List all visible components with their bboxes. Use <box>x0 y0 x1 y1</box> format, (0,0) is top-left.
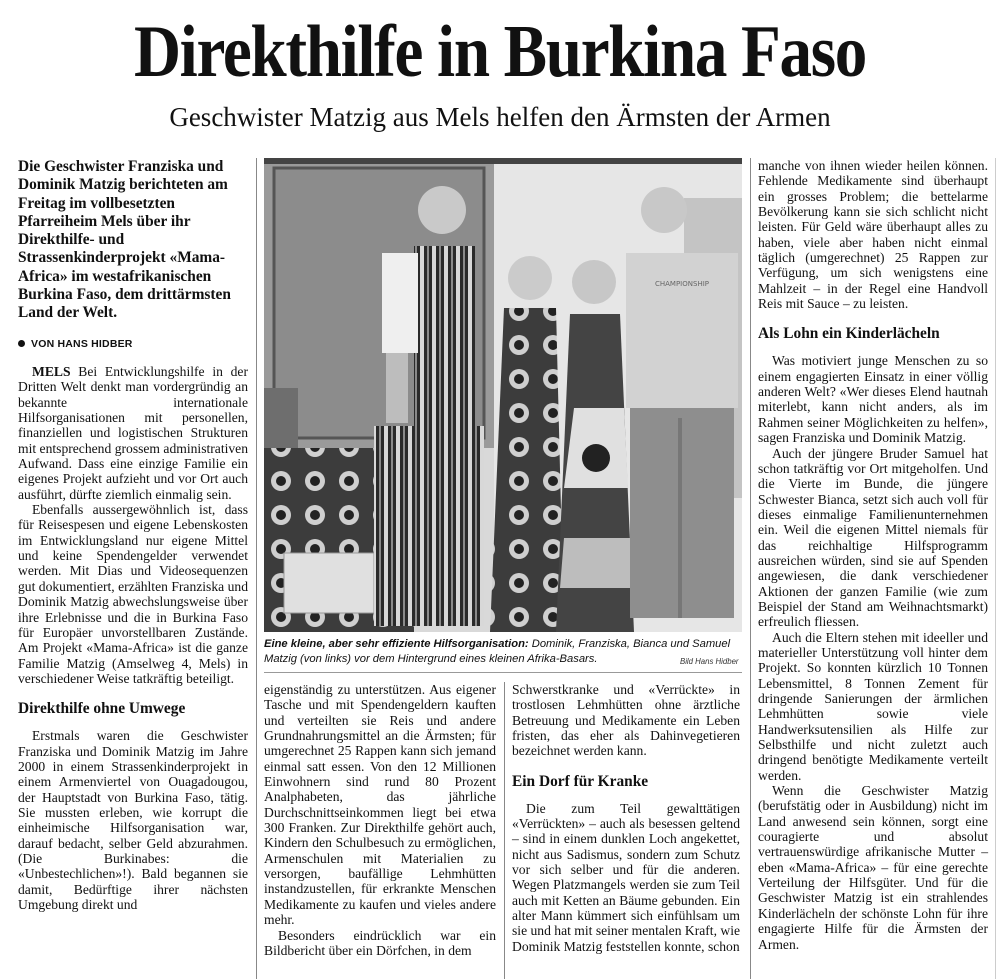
paragraph: manche von ihnen wieder heilen können. Fehlende Medikamente sind überhaupt ein grosses Problem; die bettelarme Bevölkerung kann sie sich schlicht nicht leisten. Für Geld wäre überhaupt alles zu haben, viele aber haben nicht einmal täglich (umgerechnet) 25 Rappen zur Verfügung, um sich wenigstens eine Mahlzeit – in der Regel eine Handvoll Reis mit Sauce – zu leisten. <box>758 158 988 312</box>
caption-bold: Eine kleine, aber sehr effiziente Hilfsorganisation: <box>264 638 529 650</box>
article-column-3 <box>512 682 740 954</box>
article-photo <box>264 158 742 632</box>
paragraph: Besonders eindrücklich war ein Bildbericht über ein Dörfchen, in dem <box>264 927 496 958</box>
paragraph: Wenn die Geschwister Matzig (berufstätig oder in Ausbildung) nicht im Land anwesend sein können, sorgt eine couragierte und absolut vertrauenswürdige afrikanische Mutter – eben «Mama-Africa» – für eine gerechte Verteilung der Hilfsgüter. Und für die Geschwister Matzig ist ein strahlendes Kinderlächeln der schönste Lohn für ihre engagierte Hilfe für die Ärmsten der Armen. <box>758 783 988 952</box>
paragraph <box>18 364 248 502</box>
shirt-text: CHAMPIONSHIP <box>654 280 710 288</box>
paragraph: Auch der jüngere Bruder Samuel hat schon tatkräftig vor Ort mitgeholfen. Und die Vierte im Bunde, die jüngere Schwester Bianca, setzt sich auch voll für dieses einmalige Familienunternehmen ein. Weil die eigenen Mittel niemals für das reichhaltige Hilfsprogramm ausreichen würden, sind sie auf Spenden angewiesen, die dank verschiedener Aktionen der ganzen Familie (wie zum Beispiel der Stand am Weihnachtsmarkt) erfreulich fliessen. <box>758 445 988 630</box>
paragraph: Schwerstkranke und «Verrückte» in trostlosen Lehmhütten ohne ärztliche Betreuung und Medikamente ein Leben fristen, das eher als Dahinvegetieren bezeichnet werden kann. <box>512 682 740 759</box>
photo-image <box>264 158 742 632</box>
paragraph: Erstmals waren die Geschwister Franziska und Dominik Matzig im Jahre 2000 in einem Strassenkinderprojekt in einem Armenviertel von Ouagadougou, der Hauptstadt von Burkina Faso, tätig. Sie mussten erleben, wie korrupt die einheimische Hilfsorganisation war, darauf bedacht, selber Geld abzurahmen. (Die Burkinabes: die «Unbestechlichen»!). Bald begannen sie damit, Bedürftige ihrer nächsten Umgebung direkt und <box>18 728 248 913</box>
section-heading: Ein Dorf für Kranke <box>512 772 649 790</box>
section-heading: Als Lohn ein Kinderlächeln <box>758 325 940 343</box>
caption-rule <box>264 672 742 673</box>
paragraph: eigenständig zu unterstützen. Aus eigener Tasche und mit Spendengeldern kauften und verteilten sie Reis und andere Grundnahrungsmittel an die Ärmsten; für umgerechnet 25 Rappen kann sich jemand einmal satt essen. Von den 12 Millionen Einwohnern sind rund 80 Prozent Analphabeten, das jährliche Durchschnittseinkommen liegt bei etwa 300 Franken. Zur Direkthilfe gehört auch, Kindern den Schulbesuch zu ermöglichen, Armenschulen mit Materialien zu versorgen, baufällige Lehmhütten instandzustellen, für erkrankte Menschen Medikamente zu kaufen und vieles andere mehr. <box>264 682 496 928</box>
column-rule <box>750 158 751 979</box>
paragraph: Was motiviert junge Menschen zu so einem engagierten Einsatz in einer völlig anderen Welt? «Wer dieses Elend hautnah miterlebt, kann nicht anders, als im Rahmen seiner Möglichkeiten zu helfen», sagen Franziska und Dominik Matzig. <box>758 353 988 446</box>
article-column-4 <box>758 158 988 952</box>
page-edge-rule <box>995 158 996 979</box>
article-column-1 <box>18 158 248 912</box>
byline-text: VON HANS HIDBER <box>31 337 133 350</box>
article-lead: Die Geschwister Franziska und Dominik Matzig berichteten am Freitag im vollbesetzten Pfarreiheim Mels über ihr Direkthilfe- und Strassenkinderprojekt «Mama-Africa» im westafrikanischen Burkina Faso, dem drittärmsten Land der Welt. <box>18 158 231 322</box>
paragraph-text: Bei Entwicklungshilfe in der Dritten Welt denkt man vordergründig an bekannte internationale Hilfsorganisationen mit personellen, finanziellen und logistischen Strukturen mit entsprechend grossem administrativen Aufwand. Dass eine einzige Familie ein eigenes Projekt aufzieht und vor Ort auch ausführt, dürfte ziemlich einmalig sein. <box>18 364 248 502</box>
photo-caption <box>264 637 742 667</box>
dateline: MELS <box>32 364 71 380</box>
column-rule <box>504 682 505 979</box>
photo-credit: Bild Hans Hidber <box>680 657 739 666</box>
paragraph: Die zum Teil gewalttätigen «Verrückten» – auch als besessen geltend – sind in einem dunklen Loch angekettet, nicht aus Sadismus, sondern zum Schutz vor sich selber und für die anderen. Wegen Platzmangels werden sie zum Teil auch mit Ketten an Bäume gebunden. Ein alter Mann kümmert sich einfühlsam um sie und hat mit seiner mentalen Kraft, wie Dominik Matzig feststellen konnte, schon <box>512 800 741 954</box>
paragraph: Ebenfalls aussergewöhnlich ist, dass für Reisespesen und eigene Lebenskosten im Entwicklungsland nur eigene Mittel und keine Spendengelder verwendet werden. Mit Dias und Videosequenzen gut dokumentiert, erzählten Franziska und Dominik Matzig abwechslungsweise über ihre Erlebnisse und die in Burkina Faso für Europäer unvorstellbaren Zustände. Am Projekt «Mama-Africa» ist die ganze Familie Matzig (Amselweg 4, Mels) in verschiedener Weise tatkräftig beteiligt. <box>18 502 248 686</box>
caption-text: Dominik, Franziska, Bianca und Samuel Matzig (von links) vor dem Hintergrund eines kleinen Afrika-Basars. <box>264 638 731 665</box>
byline <box>18 337 248 352</box>
section-heading: Direkthilfe ohne Umwege <box>18 700 186 718</box>
subheadline: Geschwister Matzig aus Mels helfen den Ärmsten der Armen <box>169 102 831 132</box>
bullet-icon <box>18 340 25 347</box>
headline: Direkthilfe in Burkina Faso <box>133 11 867 93</box>
column-rule <box>256 158 257 979</box>
article-column-2 <box>264 682 496 958</box>
paragraph: Auch die Eltern stehen mit ideeller und materieller Unterstützung voll hinter dem Projekt. So konnten kürzlich 10 Tonnen Lebensmittel, 8 Tonnen Zement für dringende Sanierungen der ärmlichen Lehmhütten sowie viele Handwerksutensilien als Hilfe zur Selbsthilfe und nicht zuletzt auch dringend benötigte Medikamente verteilt werden. <box>758 629 988 783</box>
